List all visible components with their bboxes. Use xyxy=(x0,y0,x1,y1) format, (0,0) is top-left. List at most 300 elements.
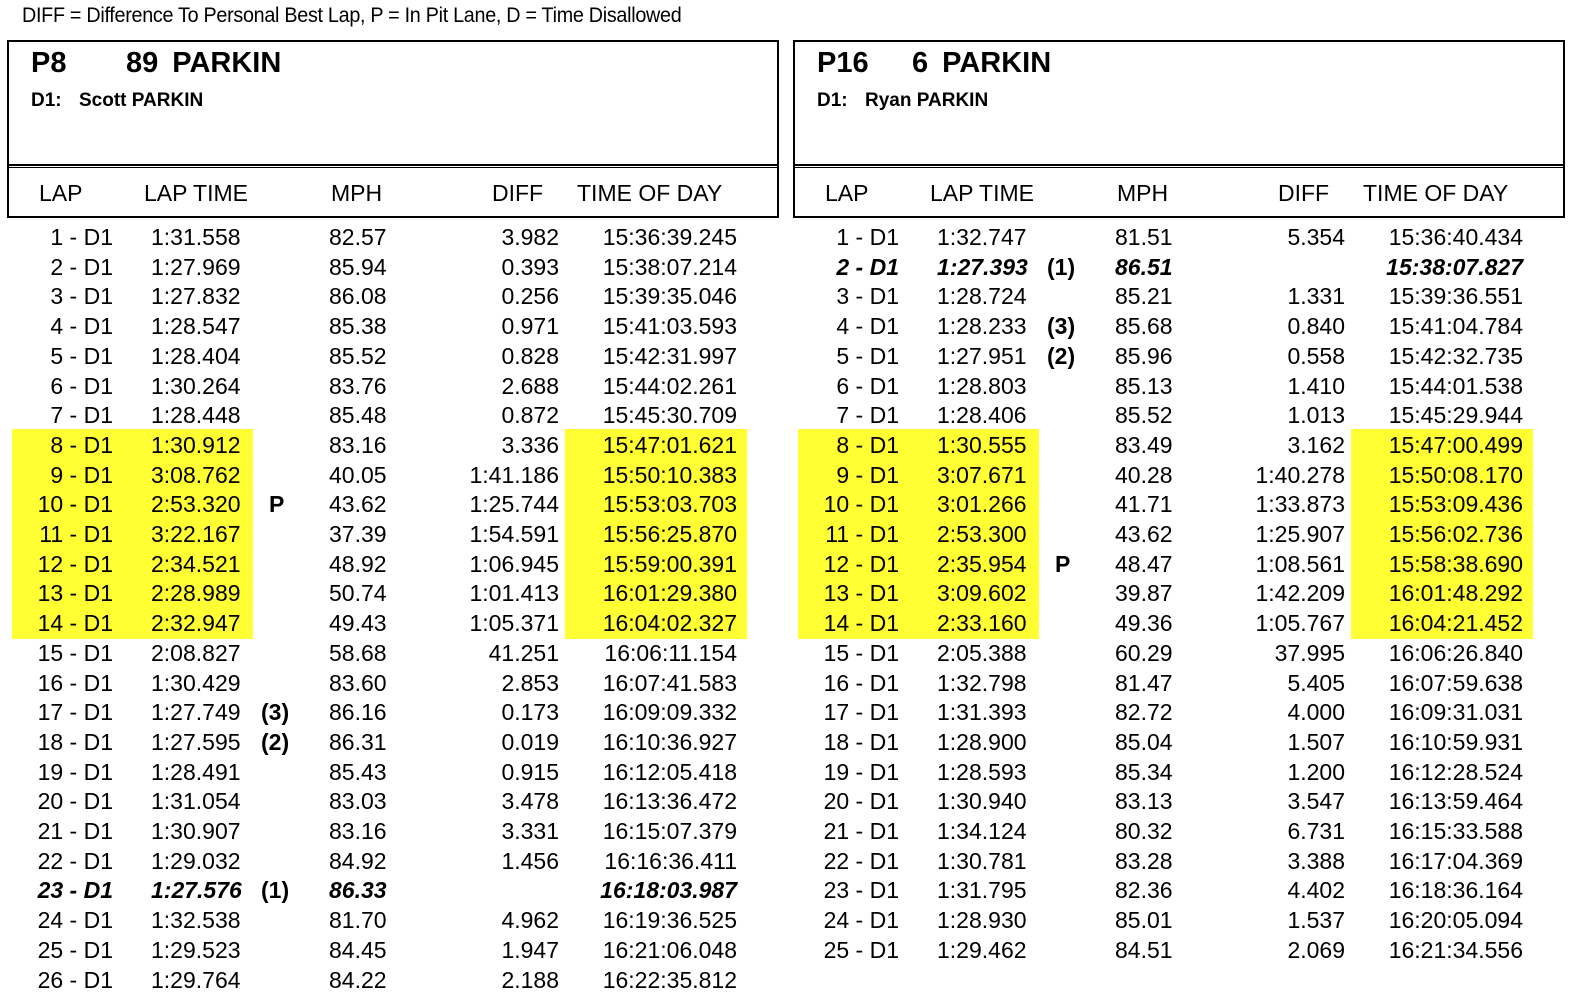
table-row xyxy=(793,847,1565,877)
lap-time-of-day: 15:42:31.997 xyxy=(602,342,737,369)
lap-time-of-day: 16:10:36.927 xyxy=(602,728,737,755)
lap-mph: 80.32 xyxy=(1115,818,1173,844)
lap-time: 1:28.724 xyxy=(937,283,1027,310)
lap-time-of-day: 16:10:59.931 xyxy=(1388,728,1523,755)
lap-mph: 85.38 xyxy=(329,313,387,340)
lap-diff: 0.840 xyxy=(1287,313,1345,340)
table-row xyxy=(7,669,779,699)
lap-mph: 41.71 xyxy=(1115,491,1173,518)
table-row xyxy=(7,639,779,669)
lap-mph: 82.72 xyxy=(1115,699,1173,726)
lap-mph: 82.57 xyxy=(329,224,387,250)
lap-time-of-day: 16:04:21.452 xyxy=(1388,610,1523,637)
lap-time-of-day: 15:47:01.621 xyxy=(602,431,737,458)
lap-number: 22 - D1 xyxy=(823,847,899,874)
lap-time: 1:29.523 xyxy=(151,936,241,963)
lap-mph: 85.68 xyxy=(1115,313,1173,340)
table-row xyxy=(7,401,779,431)
lap-mph: 83.13 xyxy=(1115,788,1173,815)
car-number: 6 xyxy=(912,47,929,79)
driver-label: D1: xyxy=(817,90,848,111)
lap-flag: (2) xyxy=(261,728,290,755)
lap-diff: 0.558 xyxy=(1287,342,1345,369)
lap-number: 12 - D1 xyxy=(823,550,899,577)
lap-number: 10 - D1 xyxy=(823,491,899,518)
table-row xyxy=(793,253,1565,283)
table-row xyxy=(793,342,1565,372)
lap-time: 1:32.747 xyxy=(937,224,1027,250)
lap-diff: 1:33.873 xyxy=(1255,491,1345,518)
lap-time: 3:09.602 xyxy=(937,580,1027,607)
table-row xyxy=(7,342,779,372)
lap-number: 7 - D1 xyxy=(836,402,899,429)
table-row xyxy=(7,787,779,817)
lap-time: 1:29.462 xyxy=(937,936,1027,963)
lap-diff: 1:54.591 xyxy=(469,521,559,547)
lap-number: 4 - D1 xyxy=(836,313,899,340)
lap-time-of-day: 16:21:34.556 xyxy=(1388,936,1523,963)
lap-mph: 85.94 xyxy=(329,253,387,280)
lap-mph: 85.01 xyxy=(1115,907,1173,934)
lap-mph: 85.34 xyxy=(1115,758,1173,785)
lap-number: 14 - D1 xyxy=(37,610,113,637)
lap-diff: 0.393 xyxy=(501,253,559,280)
car-panel-right xyxy=(793,40,1565,963)
lap-diff: 3.162 xyxy=(1287,431,1345,458)
lap-mph: 49.43 xyxy=(329,610,387,637)
lap-time: 1:30.940 xyxy=(937,788,1027,815)
lap-time: 1:28.593 xyxy=(937,758,1027,785)
table-row xyxy=(793,282,1565,312)
lap-time-of-day: 16:09:31.031 xyxy=(1388,699,1523,726)
lap-time: 2:08.827 xyxy=(151,639,241,666)
lap-mph: 83.76 xyxy=(329,372,387,399)
table-row xyxy=(793,579,1565,609)
lap-time: 1:30.781 xyxy=(937,847,1027,874)
lap-diff: 6.731 xyxy=(1287,818,1345,844)
table-row xyxy=(7,461,779,491)
lap-time-of-day: 16:12:28.524 xyxy=(1388,758,1523,785)
lap-time-of-day: 15:42:32.735 xyxy=(1388,342,1523,369)
lap-mph: 39.87 xyxy=(1115,580,1173,607)
lap-diff: 3.388 xyxy=(1287,847,1345,874)
lap-diff: 1:01.413 xyxy=(469,580,559,607)
lap-time-of-day: 15:39:35.046 xyxy=(602,283,737,310)
lap-time: 1:28.900 xyxy=(937,728,1027,755)
lap-number: 25 - D1 xyxy=(37,936,113,963)
lap-number: 15 - D1 xyxy=(37,639,113,666)
lap-time: 1:27.832 xyxy=(151,283,241,310)
lap-mph: 43.62 xyxy=(329,491,387,518)
lap-time-of-day: 15:56:02.736 xyxy=(1388,521,1523,547)
lap-time: 1:27.393 xyxy=(937,253,1028,280)
lap-diff: 2.688 xyxy=(501,372,559,399)
lap-diff: 4.962 xyxy=(501,907,559,934)
lap-time-of-day: 15:38:07.214 xyxy=(602,253,737,280)
position-label: P16 xyxy=(817,47,869,79)
lap-diff: 41.251 xyxy=(488,639,559,666)
col-lap: LAP xyxy=(825,180,869,206)
lap-time: 1:32.798 xyxy=(937,669,1027,696)
lap-diff: 1.947 xyxy=(501,936,559,963)
table-row xyxy=(793,728,1565,758)
legend-text: DIFF = Difference To Personal Best Lap, P = In Pit Lane, D = Time Disallowed xyxy=(22,4,682,27)
col-time-of-day: TIME OF DAY xyxy=(1363,180,1509,206)
lap-time: 1:27.576 xyxy=(151,877,242,904)
table-row xyxy=(7,223,779,253)
lap-diff: 2.188 xyxy=(501,966,559,993)
lap-time-of-day: 16:16:36.411 xyxy=(604,847,737,874)
lap-time: 2:05.388 xyxy=(937,639,1027,666)
table-row xyxy=(793,698,1565,728)
lap-time-of-day: 16:07:59.638 xyxy=(1388,669,1523,696)
table-row xyxy=(7,282,779,312)
lap-diff: 1.410 xyxy=(1287,372,1345,399)
lap-diff: 3.331 xyxy=(501,818,559,844)
lap-time-of-day: 16:18:36.164 xyxy=(1388,877,1523,904)
lap-time: 2:32.947 xyxy=(151,610,241,637)
lap-diff: 1:42.209 xyxy=(1255,580,1345,607)
lap-time: 1:30.555 xyxy=(937,431,1027,458)
lap-number: 5 - D1 xyxy=(836,342,899,369)
table-row xyxy=(793,609,1565,639)
lap-time: 1:31.393 xyxy=(937,699,1027,726)
lap-mph: 60.29 xyxy=(1115,639,1173,666)
lap-time-of-day: 16:13:59.464 xyxy=(1388,788,1523,815)
lap-flag: P xyxy=(269,491,285,518)
lap-mph: 58.68 xyxy=(329,639,387,666)
lap-time: 3:01.266 xyxy=(937,491,1027,518)
lap-mph: 86.33 xyxy=(329,877,387,904)
car-panel-left xyxy=(7,40,779,993)
table-row xyxy=(7,490,779,520)
lap-time-of-day: 16:06:11.154 xyxy=(604,639,737,666)
lap-time: 1:27.969 xyxy=(151,253,241,280)
lap-time-of-day: 15:41:03.593 xyxy=(602,313,737,340)
lap-time-of-day: 15:39:36.551 xyxy=(1388,283,1523,310)
lap-time-of-day: 15:36:40.434 xyxy=(1388,224,1523,250)
col-lap: LAP xyxy=(39,180,83,206)
lap-time-of-day: 16:15:33.588 xyxy=(1388,818,1523,844)
lap-number: 24 - D1 xyxy=(37,907,113,934)
lap-number: 23 - D1 xyxy=(37,877,113,904)
lap-mph: 83.03 xyxy=(329,788,387,815)
lap-mph: 86.51 xyxy=(1115,253,1173,280)
lap-diff: 0.872 xyxy=(501,402,559,429)
lap-time-of-day: 16:13:36.472 xyxy=(602,788,737,815)
col-time-of-day: TIME OF DAY xyxy=(577,180,723,206)
lap-time-of-day: 16:15:07.379 xyxy=(602,818,737,844)
lap-time-of-day: 16:01:29.380 xyxy=(602,580,737,607)
lap-mph: 85.96 xyxy=(1115,342,1173,369)
lap-number: 1 - D1 xyxy=(836,224,899,250)
lap-mph: 85.48 xyxy=(329,402,387,429)
lap-diff: 1.200 xyxy=(1287,758,1345,785)
lap-time-of-day: 16:07:41.583 xyxy=(602,669,737,696)
lap-mph: 40.28 xyxy=(1115,461,1173,488)
table-row xyxy=(793,312,1565,342)
table-row xyxy=(793,461,1565,491)
lap-diff: 2.853 xyxy=(501,669,559,696)
team-name: PARKIN xyxy=(942,47,1052,79)
table-row xyxy=(7,906,779,936)
lap-time-of-day: 16:12:05.418 xyxy=(602,758,737,785)
lap-mph: 85.52 xyxy=(1115,402,1173,429)
lap-number: 6 - D1 xyxy=(836,372,899,399)
lap-number: 4 - D1 xyxy=(50,313,113,340)
lap-time: 1:30.264 xyxy=(151,372,241,399)
lap-number: 2 - D1 xyxy=(836,253,899,280)
lap-mph: 48.92 xyxy=(329,550,387,577)
lap-mph: 83.49 xyxy=(1115,431,1173,458)
lap-flag: P xyxy=(1055,550,1071,577)
table-row xyxy=(7,758,779,788)
lap-diff: 1.537 xyxy=(1287,907,1345,934)
table-row xyxy=(7,817,779,847)
lap-time-of-day: 16:22:35.812 xyxy=(602,966,737,993)
lap-time: 1:30.907 xyxy=(151,818,241,844)
lap-time: 2:35.954 xyxy=(937,550,1027,577)
lap-time-of-day: 15:45:30.709 xyxy=(602,402,737,429)
lap-time: 1:27.749 xyxy=(151,699,241,726)
table-row xyxy=(7,698,779,728)
lap-flag: (3) xyxy=(1047,313,1076,340)
col-diff: DIFF xyxy=(1278,180,1330,206)
lap-mph: 83.28 xyxy=(1115,847,1173,874)
table-row xyxy=(793,431,1565,461)
table-row xyxy=(793,876,1565,906)
column-header-row xyxy=(793,166,1565,218)
lap-time: 3:22.167 xyxy=(151,521,241,547)
lap-time-of-day: 15:41:04.784 xyxy=(1388,313,1523,340)
car-header xyxy=(793,40,1565,166)
lap-mph: 82.36 xyxy=(1115,877,1173,904)
lap-diff: 4.000 xyxy=(1287,699,1345,726)
table-row xyxy=(793,936,1565,966)
lap-time-of-day: 16:21:06.048 xyxy=(602,936,737,963)
lap-time-of-day: 15:56:25.870 xyxy=(602,521,737,547)
lap-time-of-day: 16:19:36.525 xyxy=(602,907,737,934)
lap-diff: 5.405 xyxy=(1287,669,1345,696)
lap-mph: 85.04 xyxy=(1115,728,1173,755)
lap-diff: 1:25.907 xyxy=(1255,521,1345,547)
lap-number: 24 - D1 xyxy=(823,907,899,934)
lap-number: 21 - D1 xyxy=(823,818,899,844)
lap-mph: 50.74 xyxy=(329,580,387,607)
lap-time: 1:34.124 xyxy=(937,818,1027,844)
lap-time: 1:27.595 xyxy=(151,728,241,755)
table-row xyxy=(7,253,779,283)
lap-time: 2:33.160 xyxy=(937,610,1027,637)
lap-number: 18 - D1 xyxy=(37,728,113,755)
table-row xyxy=(7,609,779,639)
table-row xyxy=(7,312,779,342)
lap-mph: 81.70 xyxy=(329,907,387,934)
table-row xyxy=(793,490,1565,520)
lap-mph: 43.62 xyxy=(1115,521,1173,547)
table-row xyxy=(7,936,779,966)
lap-time: 2:28.989 xyxy=(151,580,241,607)
lap-diff: 3.336 xyxy=(501,431,559,458)
lap-diff: 1:05.371 xyxy=(469,610,559,637)
lap-diff: 1:08.561 xyxy=(1255,550,1345,577)
lap-number: 18 - D1 xyxy=(823,728,899,755)
lap-mph: 81.51 xyxy=(1115,224,1173,250)
lap-number: 9 - D1 xyxy=(836,461,899,488)
lap-time-of-day: 15:45:29.944 xyxy=(1388,402,1523,429)
table-row xyxy=(7,372,779,402)
lap-diff: 1.013 xyxy=(1287,402,1345,429)
lap-mph: 84.45 xyxy=(329,936,387,963)
lap-diff: 0.828 xyxy=(501,342,559,369)
lap-mph: 86.16 xyxy=(329,699,387,726)
table-row xyxy=(7,966,779,996)
lap-number: 3 - D1 xyxy=(50,283,113,310)
lap-mph: 84.51 xyxy=(1115,936,1173,963)
lap-number: 13 - D1 xyxy=(37,580,113,607)
lap-time-of-day: 15:44:01.538 xyxy=(1388,372,1523,399)
car-title xyxy=(817,47,1051,80)
lap-number: 16 - D1 xyxy=(823,669,899,696)
lap-diff: 3.982 xyxy=(501,224,559,250)
lap-diff: 1.331 xyxy=(1287,283,1345,310)
table-row xyxy=(793,787,1565,817)
lap-mph: 37.39 xyxy=(329,521,387,547)
lap-number: 19 - D1 xyxy=(823,758,899,785)
lap-time-of-day: 16:20:05.094 xyxy=(1388,907,1523,934)
col-mph: MPH xyxy=(1117,180,1169,206)
lap-time-of-day: 15:50:10.383 xyxy=(602,461,737,488)
lap-mph: 84.22 xyxy=(329,966,387,993)
driver-line xyxy=(31,90,203,112)
lap-mph: 86.31 xyxy=(329,728,387,755)
car-number: 89 xyxy=(126,47,159,79)
lap-number: 23 - D1 xyxy=(823,877,899,904)
lap-diff: 1:41.186 xyxy=(469,461,559,488)
lap-diff: 1:25.744 xyxy=(469,491,559,518)
lap-number: 11 - D1 xyxy=(825,521,899,547)
lap-time: 1:28.547 xyxy=(151,313,241,340)
lap-flag: (1) xyxy=(1047,253,1076,280)
lap-number: 2 - D1 xyxy=(50,253,113,280)
lap-number: 19 - D1 xyxy=(37,758,113,785)
lap-diff: 3.478 xyxy=(501,788,559,815)
lap-diff: 1:06.945 xyxy=(469,550,559,577)
lap-time: 1:32.538 xyxy=(151,907,241,934)
lap-diff: 1:05.767 xyxy=(1255,610,1345,637)
lap-time: 1:28.491 xyxy=(151,758,241,785)
lap-time-of-day: 15:53:03.703 xyxy=(602,491,737,518)
lap-number: 10 - D1 xyxy=(37,491,113,518)
car-title xyxy=(31,47,281,80)
lap-time: 2:34.521 xyxy=(151,550,241,577)
lap-diff: 0.971 xyxy=(501,313,559,340)
lap-time-of-day: 15:47:00.499 xyxy=(1388,431,1523,458)
lap-time-of-day: 16:18:03.987 xyxy=(600,877,737,904)
lap-number: 9 - D1 xyxy=(50,461,113,488)
lap-mph: 83.16 xyxy=(329,818,387,844)
table-row xyxy=(793,817,1565,847)
lap-time-of-day: 15:36:39.245 xyxy=(602,224,737,250)
table-row xyxy=(793,372,1565,402)
lap-number: 1 - D1 xyxy=(50,224,113,250)
lap-number: 22 - D1 xyxy=(37,847,113,874)
lap-time: 1:29.032 xyxy=(151,847,241,874)
lap-mph: 85.21 xyxy=(1115,283,1173,310)
lap-diff: 37.995 xyxy=(1274,639,1345,666)
lap-mph: 85.43 xyxy=(329,758,387,785)
lap-number: 13 - D1 xyxy=(823,580,899,607)
lap-diff: 3.547 xyxy=(1287,788,1345,815)
driver-name: Ryan PARKIN xyxy=(865,90,989,111)
lap-number: 7 - D1 xyxy=(50,402,113,429)
table-row xyxy=(793,758,1565,788)
lap-mph: 49.36 xyxy=(1115,610,1173,637)
col-diff: DIFF xyxy=(492,180,544,206)
car-header xyxy=(7,40,779,166)
lap-number: 14 - D1 xyxy=(823,610,899,637)
table-row xyxy=(7,847,779,877)
lap-mph: 85.13 xyxy=(1115,372,1173,399)
table-row xyxy=(793,550,1565,580)
lap-mph: 83.16 xyxy=(329,431,387,458)
lap-time: 1:28.803 xyxy=(937,372,1027,399)
table-row xyxy=(7,579,779,609)
lap-mph: 48.47 xyxy=(1115,550,1173,577)
lap-time-of-day: 16:09:09.332 xyxy=(602,699,737,726)
lap-number: 17 - D1 xyxy=(823,699,899,726)
driver-name: Scott PARKIN xyxy=(79,90,204,111)
col-lap-time: LAP TIME xyxy=(144,180,248,206)
lap-time: 1:30.429 xyxy=(151,669,241,696)
lap-time: 1:28.404 xyxy=(151,342,241,369)
lap-number: 16 - D1 xyxy=(37,669,113,696)
lap-number: 5 - D1 xyxy=(50,342,113,369)
lap-number: 8 - D1 xyxy=(50,431,113,458)
lap-time: 3:08.762 xyxy=(151,461,241,488)
lap-time: 3:07.671 xyxy=(937,461,1027,488)
lap-time-of-day: 15:53:09.436 xyxy=(1388,491,1523,518)
lap-time-of-day: 16:04:02.327 xyxy=(602,610,737,637)
lap-mph: 40.05 xyxy=(329,461,387,488)
lap-time-of-day: 15:38:07.827 xyxy=(1386,253,1523,280)
lap-time: 2:53.320 xyxy=(151,491,241,518)
lap-time: 1:31.795 xyxy=(937,877,1027,904)
table-row xyxy=(7,728,779,758)
lap-number: 26 - D1 xyxy=(37,966,113,993)
lap-mph: 86.08 xyxy=(329,283,387,310)
lap-time-of-day: 15:59:00.391 xyxy=(602,550,737,577)
lap-diff: 0.256 xyxy=(501,283,559,310)
driver-line xyxy=(817,90,988,112)
lap-mph: 85.52 xyxy=(329,342,387,369)
lap-number: 25 - D1 xyxy=(823,936,899,963)
lap-time: 1:28.930 xyxy=(937,907,1027,934)
team-name: PARKIN xyxy=(172,47,282,79)
lap-number: 20 - D1 xyxy=(823,788,899,815)
table-row xyxy=(7,550,779,580)
lap-time: 1:28.448 xyxy=(151,402,241,429)
lap-diff: 5.354 xyxy=(1287,224,1345,250)
lap-time: 1:31.558 xyxy=(151,224,241,250)
table-row xyxy=(7,431,779,461)
lap-time: 1:28.406 xyxy=(937,402,1027,429)
lap-number: 6 - D1 xyxy=(50,372,113,399)
lap-time: 1:30.912 xyxy=(151,431,241,458)
position-label: P8 xyxy=(31,47,67,79)
lap-time-of-day: 15:44:02.261 xyxy=(602,372,737,399)
col-mph: MPH xyxy=(331,180,383,206)
